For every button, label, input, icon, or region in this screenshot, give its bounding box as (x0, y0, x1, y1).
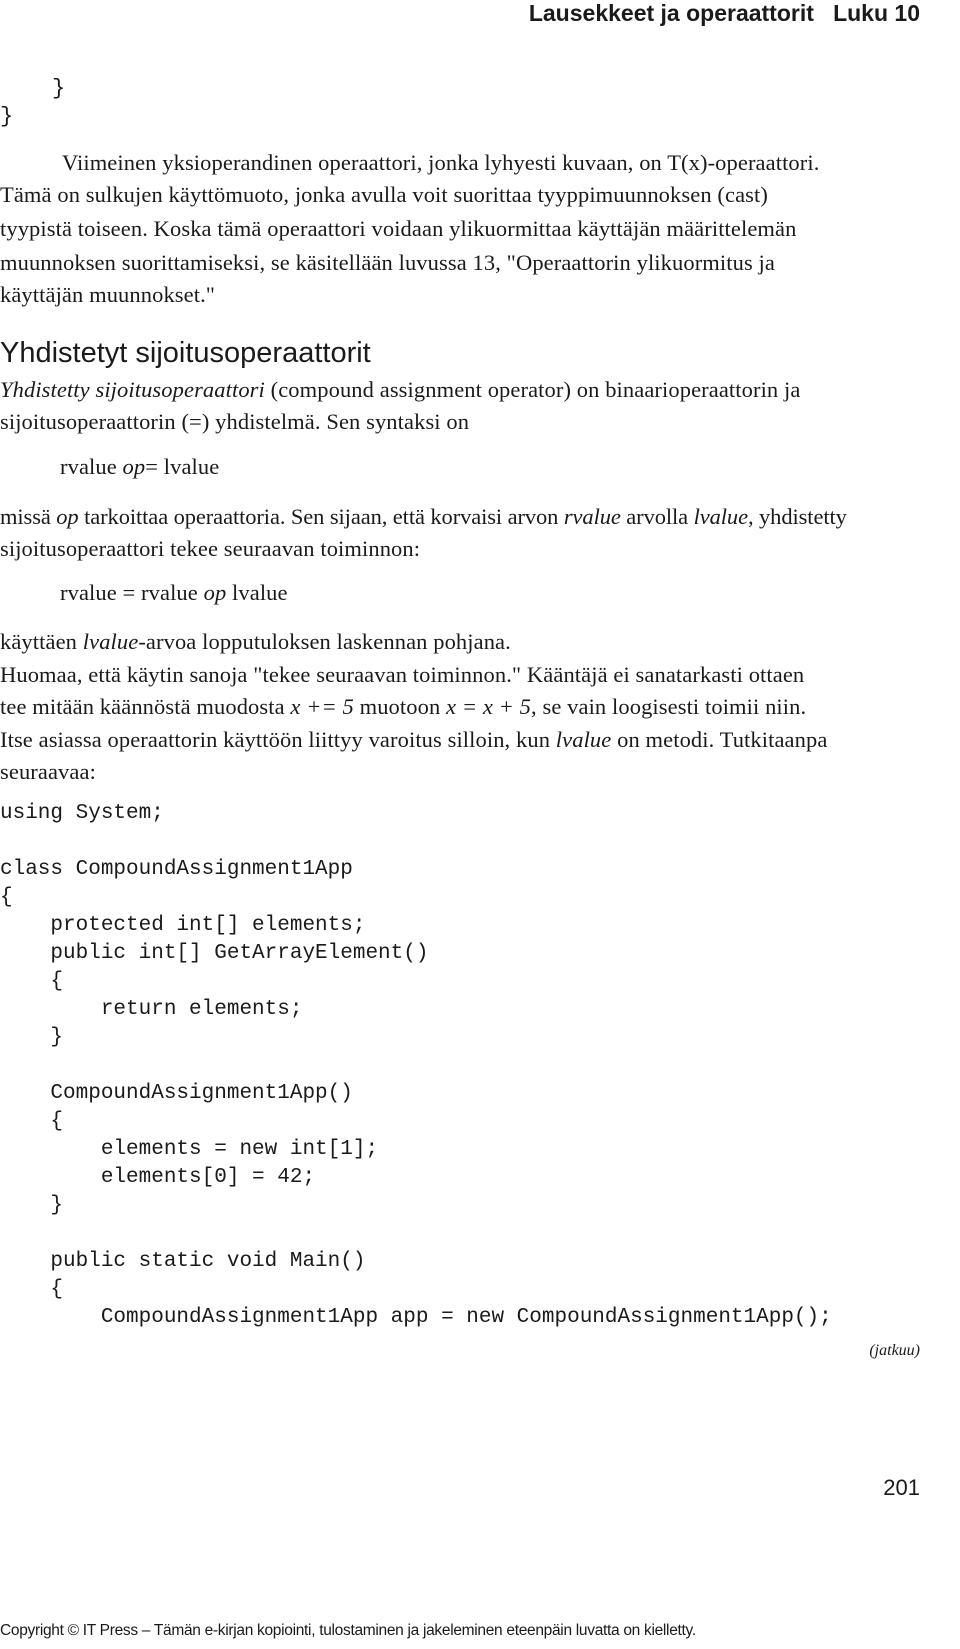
code-line: { (0, 886, 13, 909)
code-line: { (0, 1278, 64, 1301)
syntax-op: op (122, 454, 146, 479)
p4-expr-compound: x += 5 (290, 694, 354, 719)
paragraph-2-line-2: sijoitusoperaattori tekee seuraavan toiminnon: (0, 536, 421, 561)
code-line: return elements; (0, 998, 303, 1021)
paragraph-4-line-2 (0, 694, 806, 720)
running-header (529, 0, 920, 27)
p2-text-b: tarkoittaa operaattoria. Sen sijaan, että korvaisi arvon (78, 504, 564, 529)
closing-brace-outer: } (0, 104, 14, 129)
paragraph-2-line-1 (0, 504, 847, 530)
code-line: CompoundAssignment1App() (0, 1082, 353, 1105)
expansion-text: rvalue = rvalue (60, 580, 204, 605)
header-chapter: Luku 10 (833, 0, 920, 26)
definition-term: Yhdistetty sijoitusoperaattori (0, 377, 265, 402)
definition-line-2: sijoitusoperaattorin (=) yhdistelmä. Sen syntaksi on (0, 409, 470, 434)
code-line: elements = new int[1]; (0, 1138, 379, 1161)
intro-line-3: tyypistä toiseen. Koska tämä operaattori voidaan ylikuormittaa käyttäjän määrittelemän (0, 216, 797, 241)
code-line: { (0, 970, 64, 993)
code-line: CompoundAssignment1App app = new CompoundAssignment1App(); (0, 1306, 832, 1329)
code-line: } (0, 1026, 64, 1049)
paragraph-4-line-3 (0, 727, 827, 753)
code-line: { (0, 1110, 64, 1133)
p3-lvalue: lvalue (82, 629, 139, 654)
p4-text-d: Itse asiassa operaattorin käyttöön liittyy varoitus silloin, kun (0, 727, 556, 752)
code-line: } (0, 1194, 64, 1217)
section-heading: Yhdistetyt sijoitusoperaattorit (0, 337, 371, 369)
p3-text-b: -arvoa lopputuloksen laskennan pohjana. (138, 629, 511, 654)
expansion-line (60, 580, 288, 606)
code-line: elements[0] = 42; (0, 1166, 316, 1189)
header-title: Lausekkeet ja operaattorit (528, 0, 814, 26)
intro-line-5: käyttäjän muunnokset." (0, 282, 216, 307)
syntax-line (60, 454, 219, 480)
code-line: using System; (0, 802, 164, 825)
intro-line-2: Tämä on sulkujen käyttömuoto, jonka avulla voit suorittaa tyyppimuunnoksen (cast) (0, 182, 768, 207)
closing-brace-inner: } (52, 76, 66, 101)
p2-text-a: missä (0, 504, 57, 529)
p4-text-a: tee mitään käännöstä muodosta (0, 694, 291, 719)
p3-text-a: käyttäen (0, 629, 83, 654)
definition-line-1 (0, 377, 800, 403)
p2-lvalue: lvalue (693, 504, 748, 529)
p2-op: op (56, 504, 79, 529)
expansion-lvalue: lvalue (226, 580, 288, 605)
syntax-rvalue: rvalue (60, 454, 123, 479)
paragraph-3 (0, 629, 511, 655)
intro-line-4: muunnoksen suorittamiseksi, se käsitellään luvussa 13, "Operaattorin ylikuormitus ja (0, 250, 775, 275)
copyright-footer: Copyright © IT Press – Tämän e-kirjan kopiointi, tulostaminen ja jakeleminen eteenpäin luvatta on kielletty. (0, 1622, 696, 1639)
p4-text-e: on metodi. Tutkitaanpa (611, 727, 828, 752)
code-line: public int[] GetArrayElement() (0, 942, 429, 965)
p4-lvalue: lvalue (555, 727, 612, 752)
page-number: 201 (883, 1475, 920, 1500)
definition-text: (compound assignment operator) on binaarioperaattorin ja (264, 377, 801, 402)
code-line: protected int[] elements; (0, 914, 366, 937)
p4-text-c: , se vain loogisesti toimii niin. (531, 694, 807, 719)
p2-rvalue: rvalue (563, 504, 621, 529)
p2-text-c: arvolla (620, 504, 694, 529)
syntax-rest: = lvalue (145, 454, 220, 479)
expansion-op: op (203, 580, 227, 605)
p4-text-b: muotoon (353, 694, 447, 719)
p4-expr-expanded: x = x + 5 (446, 694, 532, 719)
code-line: public static void Main() (0, 1250, 366, 1273)
paragraph-4-line-1: Huomaa, että käytin sanoja "tekee seuraavan toiminnon." Kääntäjä ei sanatarkasti ottaen (0, 662, 805, 687)
p2-text-d: , yhdistetty (747, 504, 847, 529)
intro-line-1: Viimeinen yksioperandinen operaattori, jonka lyhyesti kuvaan, on T(x)-operaattori. (62, 150, 820, 175)
paragraph-4-line-4: seuraavaa: (0, 759, 96, 784)
code-line: class CompoundAssignment1App (0, 858, 353, 881)
continued-note: (jatkuu) (869, 1342, 920, 1359)
